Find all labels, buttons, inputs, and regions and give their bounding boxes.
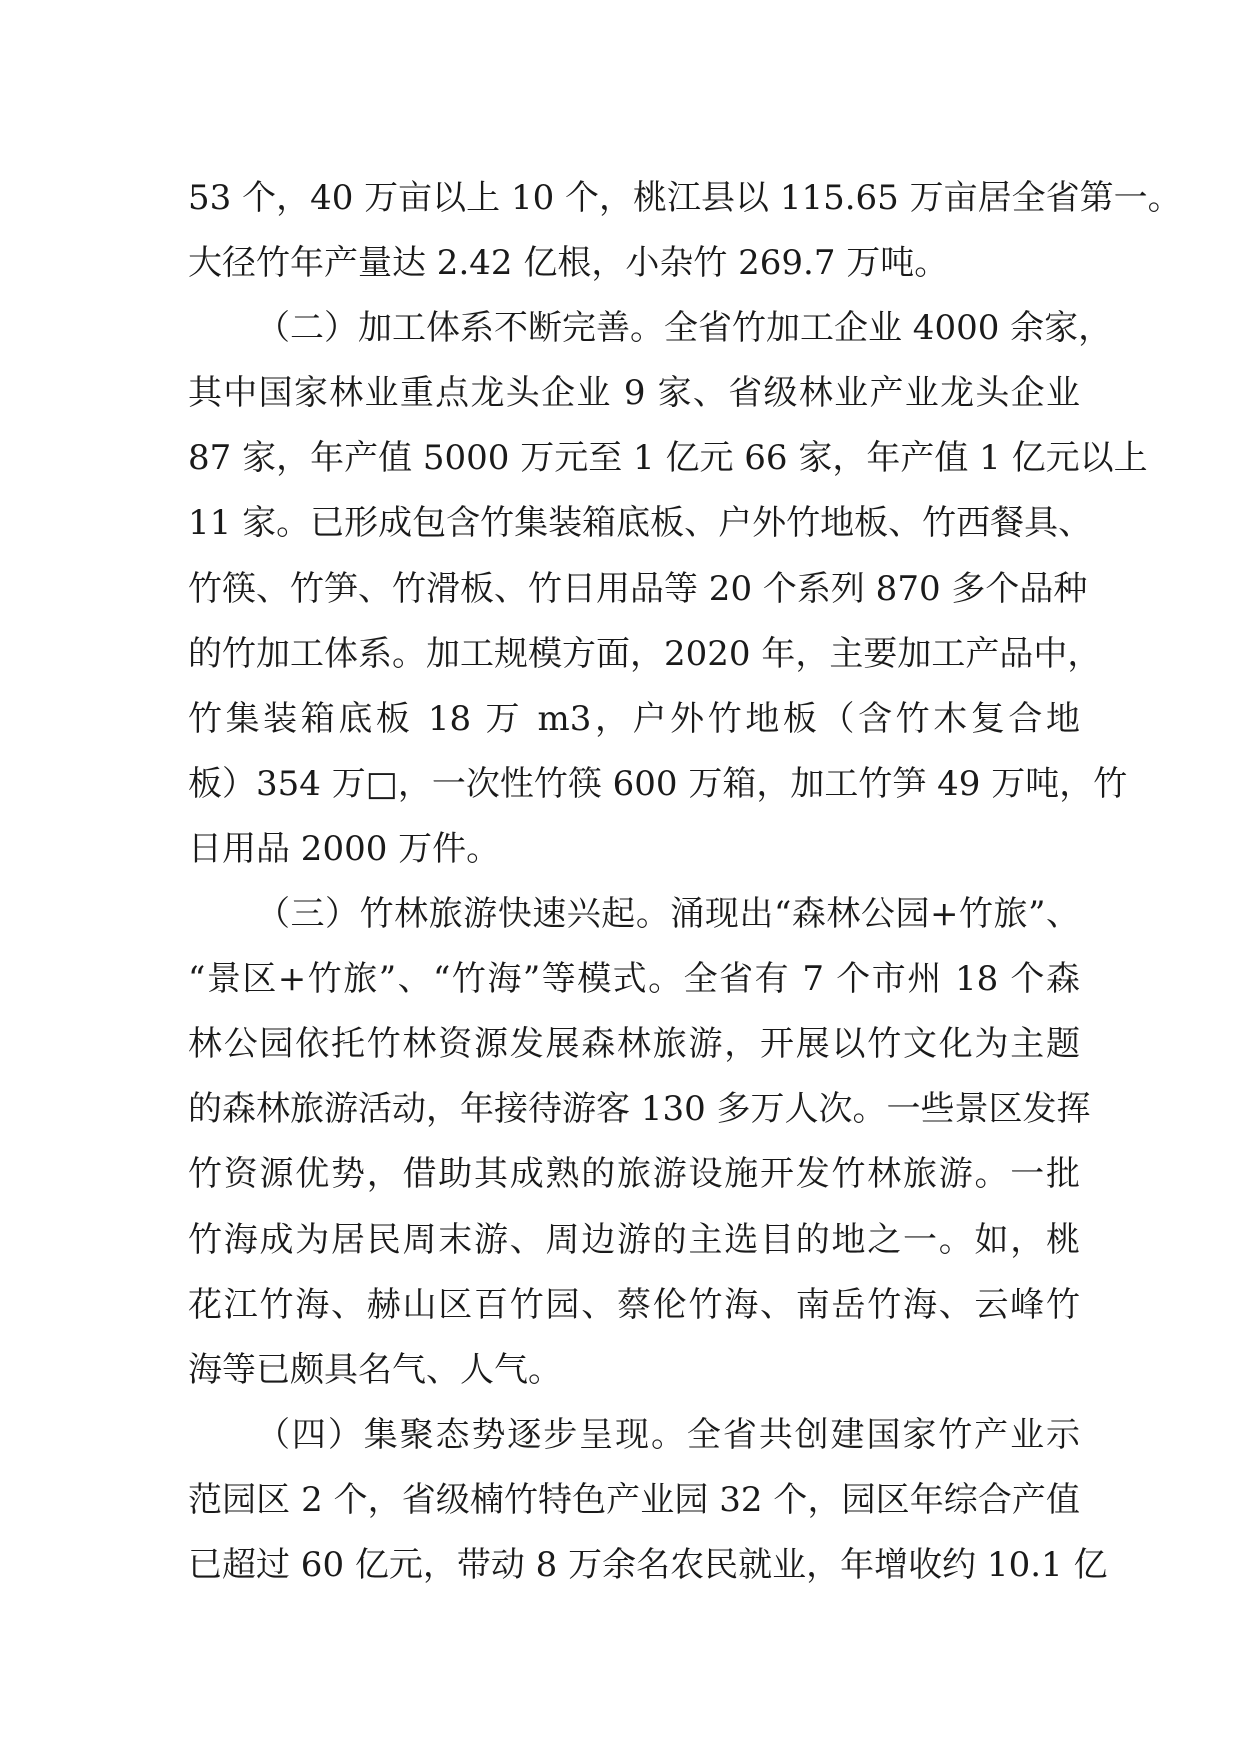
text-line: 花江竹海、赫山区百竹园、蔡伦竹海、南岳竹海、云峰竹	[188, 1284, 1080, 1325]
paragraph-first-line: （二）加工体系不断完善。全省竹加工企业 4000 余家，	[256, 308, 1113, 349]
text-line: 53 个，40 万亩以上 10 个，桃江县以 115.65 万亩居全省第一。	[188, 178, 1182, 218]
document-page	[188, 166, 1182, 1598]
text-line: 竹筷、竹笋、竹滑板、竹日用品等 20 个系列 870 多个品种	[188, 568, 1088, 609]
text-line: 日用品 2000 万件。	[188, 828, 501, 869]
text-line: 林公园依托竹林资源发展森林旅游，开展以竹文化为主题	[188, 1024, 1080, 1065]
text-line: 竹海成为居民周末游、周边游的主选目的地之一。如，桃	[188, 1219, 1080, 1260]
text-line: 竹资源优势，借助其成熟的旅游设施开发竹林旅游。一批	[188, 1154, 1080, 1195]
paragraph-first-line: （三）竹林旅游快速兴起。涌现出“森林公园+竹旅”、	[256, 894, 1080, 935]
text-line: 已超过 60 亿元，带动 8 万余名农民就业，年增收约 10.1 亿	[188, 1544, 1108, 1585]
text-line: 87 家，年产值 5000 万元至 1 亿元 66 家，年产值 1 亿元以上	[188, 438, 1148, 479]
text-line: 的森林旅游活动，年接待游客 130 多万人次。一些景区发挥	[188, 1089, 1091, 1130]
text-line: 其中国家林业重点龙头企业 9 家、省级林业产业龙头企业	[188, 373, 1080, 414]
text-line: 海等已颇具名气、人气。	[188, 1349, 562, 1390]
text-line: 竹集装箱底板 18 万 m3，户外竹地板（含竹木复合地	[188, 698, 1080, 739]
text-line: 11 家。已形成包含竹集装箱底板、户外竹地板、竹西餐具、	[188, 503, 1093, 544]
text-line: “景区+竹旅”、“竹海”等模式。全省有 7 个市州 18 个森	[188, 959, 1080, 1000]
text-line: 的竹加工体系。加工规模方面，2020 年，主要加工产品中，	[188, 633, 1102, 674]
text-line: 板）354 万□，一次性竹筷 600 万箱，加工竹笋 49 万吨，竹	[188, 763, 1128, 804]
body-text	[188, 166, 1182, 1598]
paragraph-first-line: （四）集聚态势逐步呈现。全省共创建国家竹产业示	[256, 1414, 1080, 1455]
text-line: 范园区 2 个，省级楠竹特色产业园 32 个，园区年综合产值	[188, 1479, 1080, 1520]
text-line: 大径竹年产量达 2.42 亿根，小杂竹 269.7 万吨。	[188, 243, 949, 284]
